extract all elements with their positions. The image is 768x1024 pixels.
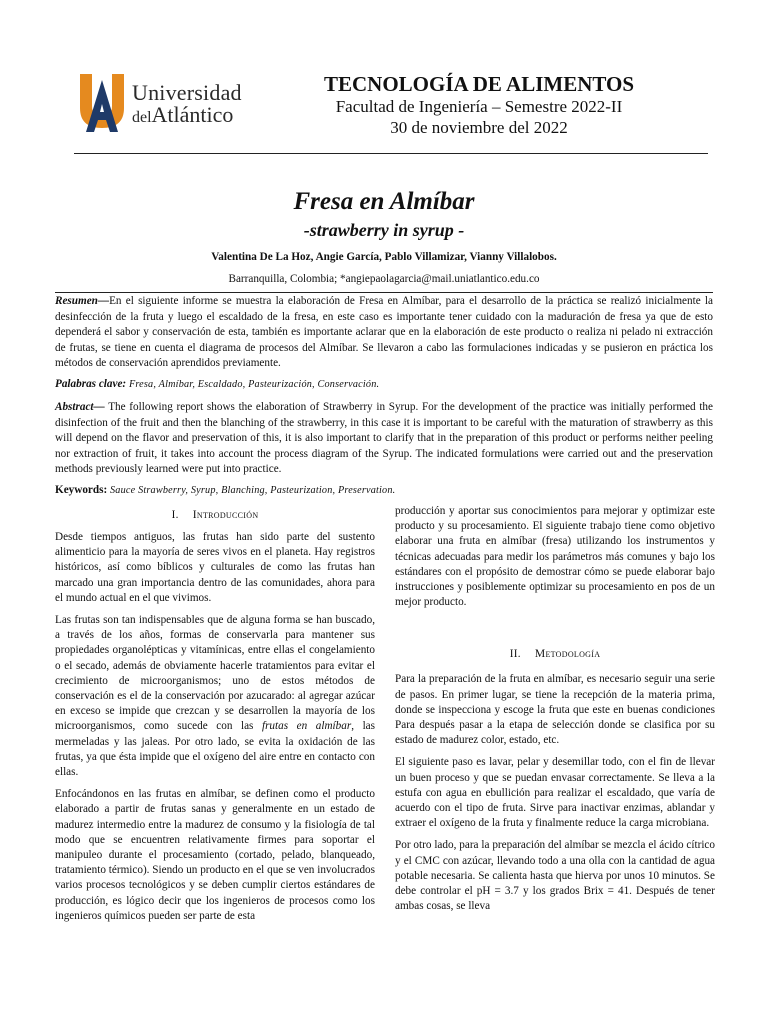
resumen-block bbox=[55, 294, 713, 372]
intro-p2-italic: frutas en almíbar bbox=[261, 720, 352, 733]
keywords-block bbox=[55, 483, 713, 499]
resumen-label: Resumen— bbox=[55, 295, 110, 307]
intro-p2-b: , las mermeladas y las jaleas. Por otro lado, se evita la oxidación de las frutas, ya que ésta impide que el oxígeno del aire entre en contacto con ellas. bbox=[55, 720, 375, 779]
palabras-clave-block bbox=[55, 377, 713, 393]
abstract-divider bbox=[55, 292, 713, 293]
resumen-text: En el siguiente informe se muestra la elaboración de Fresa en Almíbar, para el desarrollo de la práctica se realizó inicialmente la desinfección de la fruta y luego el escaldado de la fresa, en este caso es importante tener cuidado con la maduración de fresa ya que de esto dependerá el sabor y conservación de esta, también es importante aclarar que en la elaboración de este producto o realiza ni pelado ni extracción de frutas, se tiene en cuenta el diagrama de procesos del Almíbar. Se llevaron a cabo las formulaciones indicadas y se pusieron en práctica los métodos de conservación aprendidos previamente. bbox=[55, 295, 713, 369]
right-column bbox=[395, 504, 715, 921]
ua-logo-icon bbox=[78, 72, 128, 134]
intro-paragraph-2 bbox=[55, 613, 375, 780]
abstract-text: The following report shows the elaboration of Strawberry in Syrup. For the development of the practice was initially performed the disinfection of the fruit and then the blanching of the strawberry, in this case it is important to be careful with the maturation of strawberry as this will depend on the flavor and preservation of this, it is also important to clarify that in the preparation of this product or performs neither peeling nor extraction of fruit, it takes into account the process diagram of the Syrup. The indicated formulations were carried out and the preservation methods previously learned were put into practice. bbox=[55, 401, 713, 475]
university-logo bbox=[78, 72, 248, 134]
university-name bbox=[132, 82, 242, 129]
section-title: Metodología bbox=[534, 647, 601, 661]
paper-title: Fresa en Almíbar bbox=[293, 188, 475, 215]
method-paragraph-1: Para la preparación de la fruta en almíbar, es necesario seguir una serie de pasos. En primer lugar, se tiene la recepción de la materia prima, donde se inspecciona y escoge la fruta que este en buenas condiciones Para después pasar a la etapa de selección donde se clasifica por su estado de madurez color, estado, etc. bbox=[395, 673, 715, 747]
keywords-text: Sauce Strawberry, Syrup, Blanching, Pasteurization, Preservation. bbox=[110, 485, 396, 496]
date-line: 30 de noviembre del 2022 bbox=[390, 118, 568, 137]
palabras-clave-label: Palabras clave: bbox=[55, 378, 127, 390]
university-line1: Universidad bbox=[132, 80, 242, 105]
intro-paragraph-3: Enfocándonos en las frutas en almíbar, se definen como el producto elaborado a partir de frutas sanas y generalmente en un estado de madurez intermedio entre la madurez de consumo y la fisiología de tal modo que se encuentren relativamente firmes para soportar el manipuleo durante el procesamiento (cortado, pelado, blanqueado, tratamiento térmico). Siendo un producto en el que se ven involucrados varios procesos tecnológicos y se deben cumplir ciertos estándares de producción, es lógico decir que los ingenieros de procesos como los ingenieros químicos pueden ser parte de esta bbox=[55, 788, 375, 922]
paper-subtitle: -strawberry in syrup - bbox=[303, 220, 465, 240]
faculty-line: Facultad de Ingeniería – Semestre 2022-II bbox=[335, 97, 623, 116]
section-heading-intro bbox=[55, 507, 375, 523]
method-paragraph-3: Por otro lado, para la preparación del almíbar se mezcla el ácido cítrico y el CMC con azúcar, llevando todo a una olla con la cantidad de agua potable necesaria. Se calienta hasta que hierva por unos 10 minutos. Se debe controlar el pH = 3.7 y los grados Brix = 41. Después de tener ambas cosas, se lleva bbox=[395, 839, 715, 913]
section-number: I. bbox=[171, 509, 179, 521]
course-title: TECNOLOGÍA DE ALIMENTOS bbox=[323, 72, 635, 96]
paper-affiliation: Barranquilla, Colombia; *angiepaolagarcia@mail.uniatlantico.edu.co bbox=[228, 273, 540, 285]
intro-paragraph-1: Desde tiempos antiguos, las frutas han sido parte del sustento alimenticio para la mayoría de seres vivos en el planeta. Hay registros históricos, así como bíblicos y culturales de como las frutas han marcado una gran importancia dentro de las comunidades, ahora para el mundo actual en el que vivimos. bbox=[55, 531, 375, 604]
intro-paragraph-4: producción y aportar sus conocimientos para mejorar y optimizar este producto y su procesamiento. El siguiente trabajo tiene como objetivo elaborar una fruta en almíbar (fresa) utilizando los instrumentos y técnicas adecuadas para medir los parámetros más comunes y bajo los estándares con el propósito de demostrar cómo se puede elaborar bajo instrucciones y posiblemente optimizar su procesamiento en pos de un mejor producto. bbox=[395, 505, 715, 609]
section-title: Introducción bbox=[192, 508, 259, 521]
header-info bbox=[300, 72, 658, 138]
university-line2 bbox=[132, 104, 242, 129]
method-paragraph-2: El siguiente paso es lavar, pelar y desemillar todo, con el fin de llevar un buen proceso y que se puedan envasar correctamente. Se lleva a la estufa con agua en ebullición para realizar el escaldado, que varía de acuerdo con el tipo de fruta. Sirve para inactivar enzimas, ablandar y extraer el oxígeno de la fruta y finalmente reduce la carga microbiana. bbox=[395, 756, 715, 830]
header-divider bbox=[74, 153, 708, 154]
intro-p2-a: Las frutas son tan indispensables que de alguna forma se han buscado, a través de los años, formas de conservarla para mantener sus propiedades organolépticas y vitamínicas, entre ellas el congelamiento o el secado, además de obviamente hacerle tratamientos para evitar el crecimiento de microorganismos; uno de estos métodos de conservación es el de la conservación por azucarado: al agregar azúcar en exceso se impide que crezcan y se desarrollen la mayoría de los microorganismos, como sucede con las bbox=[55, 614, 375, 733]
abstract-label: Abstract— bbox=[55, 401, 105, 413]
section-number: II. bbox=[509, 648, 521, 661]
palabras-clave-text: Fresa, Almíbar, Escaldado, Pasteurización, Conservación. bbox=[128, 379, 380, 390]
university-line2a: del bbox=[132, 109, 152, 126]
left-column bbox=[55, 507, 375, 931]
keywords-label: Keywords: bbox=[55, 484, 108, 496]
section-heading-metodologia bbox=[395, 646, 715, 662]
paper-authors: Valentina De La Hoz, Angie García, Pablo Villamizar, Vianny Villalobos. bbox=[211, 251, 557, 263]
university-line2b: Atlántico bbox=[151, 102, 234, 127]
abstract-block bbox=[55, 400, 713, 478]
